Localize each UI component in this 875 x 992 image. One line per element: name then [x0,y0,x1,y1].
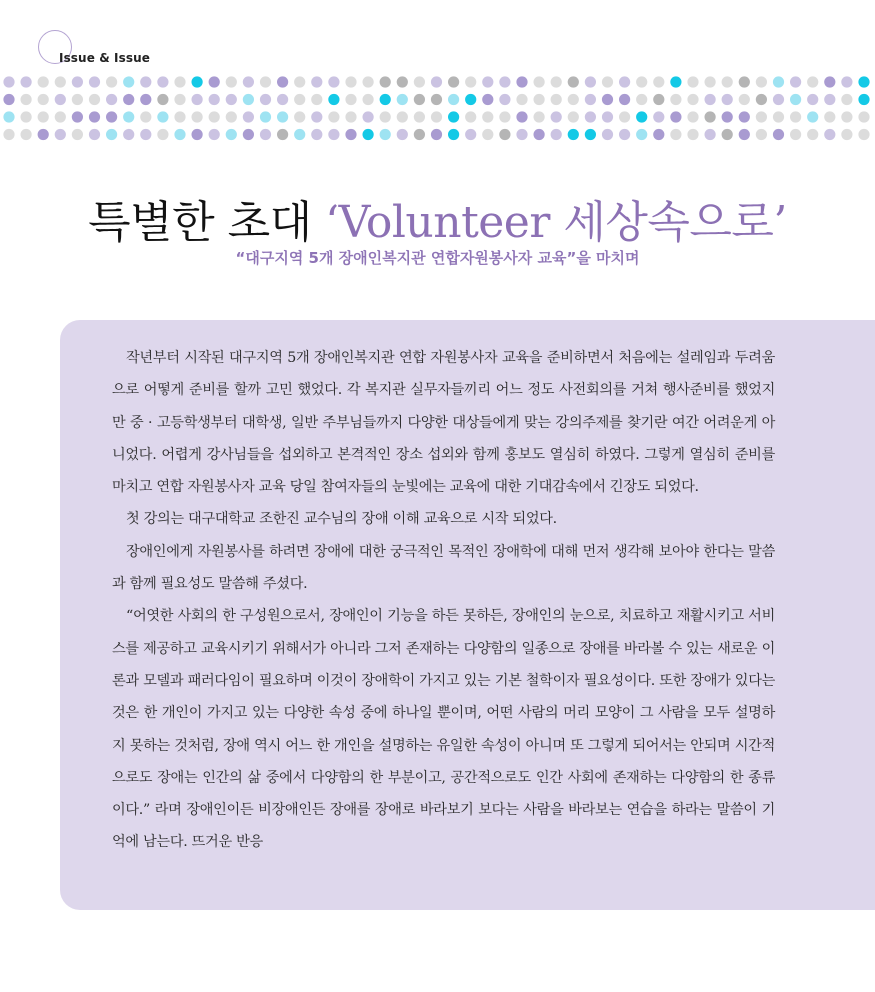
decorative-dot [311,129,322,140]
decorative-dot [55,129,66,140]
decorative-dot [824,94,835,105]
decorative-dot [773,76,784,87]
decorative-dot [311,111,322,122]
decorative-dot [739,76,750,87]
decorative-dot [705,76,716,87]
decorative-dot [653,111,664,122]
paragraph: 첫 강의는 대구대학교 조한진 교수님의 장애 이해 교육으로 시작 되었다. [126,511,557,528]
decorative-dot [585,94,596,105]
decorative-dot [414,129,425,140]
decorative-dot [123,94,134,105]
decorative-dot [790,94,801,105]
decorative-dot [380,111,391,122]
decorative-dot [38,76,49,87]
article-title [0,186,875,250]
decorative-dot [482,129,493,140]
decorative-dot [192,129,203,140]
decorative-dot [294,76,305,87]
decorative-dot [431,76,442,87]
decorative-dot [499,76,510,87]
decorative-dot [345,76,356,87]
decorative-dot [72,94,83,105]
paragraph: 작년부터 시작된 대구지역 5개 장애인복지관 연합 자원봉사자 교육을 준비하면서 처음에는 설레임과 두려움으로 어떻게 준비를 할까 고민 했었다. 각 복지관 실무자들끼리 어느 정도 사전회의를 거쳐 행사준비를 했었지만 중 · 고등학생부터 대학생, 일반 주부님들까지 다양한 대상들에게 맞는 강의주제를 찾기란 여간 어려운게 아니었다. 어렵게 강사님들을 섭외하고 본격적인 장소 섭외와 함께 홍보도 열심히 하였다. 그렇게 열심히 준비를 마치고 연합 자원봉사자 교육 당일 참여자들의 눈빛에는 교육에 대한 기대감속에서 긴장도 되었다. [112,350,775,496]
decorative-dot [414,94,425,105]
decorative-dot [260,94,271,105]
decorative-dot [568,129,579,140]
decorative-dot [687,94,698,105]
decorative-dot [790,76,801,87]
decorative-dot [397,129,408,140]
decorative-dot [722,129,733,140]
decorative-dot [448,94,459,105]
decorative-dot [516,94,527,105]
decorative-dot [55,76,66,87]
decorative-dot [328,129,339,140]
decorative-dot [380,129,391,140]
decorative-dot [72,76,83,87]
title-main: 특별한 초대 [88,197,312,248]
decorative-dot [687,129,698,140]
decorative-dot [3,111,14,122]
decorative-dot [106,129,117,140]
decorative-dot [465,129,476,140]
decorative-dot [431,129,442,140]
decorative-dot [260,129,271,140]
decorative-dot [670,76,681,87]
decorative-dot [465,111,476,122]
decorative-dot [21,94,32,105]
decorative-dot [516,111,527,122]
decorative-dot [619,94,630,105]
decorative-dot [260,111,271,122]
section-tag-label: Issue & Issue [59,51,150,65]
decorative-dot [619,111,630,122]
decorative-dot [739,94,750,105]
decorative-dot [294,129,305,140]
decorative-dot [653,76,664,87]
decorative-dot [311,94,322,105]
decorative-dot [157,76,168,87]
decorative-dot [226,129,237,140]
decorative-dot [397,111,408,122]
decorative-dot [38,94,49,105]
decorative-dot [55,111,66,122]
decorative-dot [773,94,784,105]
article-subtitle: “대구지역 5개 장애인복지관 연합자원봉사자 교육”을 마치며 [235,249,640,267]
decorative-dot [824,111,835,122]
decorative-dot [551,129,562,140]
decorative-dot [260,76,271,87]
decorative-dot [55,94,66,105]
decorative-dot [619,129,630,140]
decorative-dot [140,76,151,87]
decorative-dot [38,129,49,140]
decorative-dot [226,111,237,122]
decorative-dot [516,129,527,140]
decorative-dot [551,94,562,105]
decorative-dot [277,129,288,140]
decorative-dot [380,94,391,105]
decorative-dot [499,111,510,122]
decorative-dot [226,76,237,87]
decorative-dot [534,129,545,140]
decorative-dot [465,94,476,105]
decorative-dot [482,76,493,87]
decorative-dot [602,94,613,105]
decorative-dot [568,94,579,105]
decorative-dot [192,94,203,105]
decorative-dot [431,111,442,122]
decorative-dot [773,129,784,140]
decorative-dot [841,129,852,140]
decorative-dot [21,76,32,87]
decorative-dot [157,129,168,140]
decorative-dot [277,111,288,122]
decorative-dot [414,111,425,122]
decorative-dot [106,94,117,105]
decorative-dot [756,129,767,140]
decorative-dot [209,111,220,122]
decorative-dot [345,111,356,122]
paragraph: “어엿한 사회의 한 구성원으로서, 장애인이 기능을 하든 못하든, 장애인의 눈으로, 치료하고 재활시키고 서비스를 제공하고 교육시키기 위해서가 아니라 그저 존재하는 다양함의 일종으로 장애를 바라볼 수 있는 새로운 이론과 모델과 패러다임이 필요하며 이것이 장애학이 가지고 있는 기본 철학이자 필요성이다. 또한 장애가 있다는 것은 한 개인이 가지고 있는 다양한 속성 중에 하나일 뿐이며, 어떤 사람의 머리 모양이 그 사람을 모두 설명하지 못하는 것처럼, 장애 역시 어느 한 개인을 설명하는 유일한 속성이 아니며 또 그렇게 되어서는 안되며 시간적으로도 장애는 인간의 삶 중에서 다양함의 한 부분이고, 공간적으로도 인간 사회에 존재하는 다양함의 한 종류이다.” 라며 장애인이든 비장애인든 장애를 장애로 바라보기 보다는 사람을 바라보는 연습을 하라는 말씀이 기억에 남는다. 뜨거운 반응 [112,608,776,851]
decorative-dot [294,111,305,122]
decorative-dot [722,94,733,105]
decorative-dot [209,129,220,140]
decorative-dot [602,129,613,140]
decorative-dot [397,94,408,105]
decorative-dot [89,76,100,87]
decorative-dot [705,111,716,122]
decorative-dot [363,94,374,105]
decorative-dot [568,111,579,122]
decorative-dot [192,76,203,87]
decorative-dot [397,76,408,87]
decorative-dot [140,129,151,140]
decorative-dot [174,111,185,122]
decorative-dot [21,111,32,122]
decorative-dot [705,94,716,105]
decorative-dot [140,111,151,122]
decorative-dot [174,129,185,140]
decorative-dot [106,111,117,122]
decorative-dot [516,76,527,87]
decorative-dot [123,76,134,87]
decorative-dot [21,129,32,140]
decorative-dot [123,111,134,122]
decorative-dot [363,129,374,140]
section-tag [38,30,158,70]
decorative-dot [3,94,14,105]
decorative-dot [807,94,818,105]
decorative-dot [363,111,374,122]
decorative-dot [174,94,185,105]
decorative-dot [636,129,647,140]
decorative-dot [174,76,185,87]
decorative-dot [670,129,681,140]
decorative-dot [243,111,254,122]
decorative-dot [277,76,288,87]
decorative-dot [602,76,613,87]
decorative-dot [157,94,168,105]
decorative-dot [756,76,767,87]
decorative-dot [89,111,100,122]
decorative-dot [790,111,801,122]
decorative-dot [756,111,767,122]
article-body [112,342,775,859]
decorative-dot [705,129,716,140]
decorative-dot [602,111,613,122]
decorative-dot [824,76,835,87]
decorative-dot [482,94,493,105]
decorative-dot [499,94,510,105]
decorative-dot [448,76,459,87]
decorative-dot [140,94,151,105]
decorative-dot [38,111,49,122]
decorative-dot [431,94,442,105]
decorative-dot [157,111,168,122]
decorative-dot [687,76,698,87]
decorative-dot [209,76,220,87]
decorative-dot [123,129,134,140]
decorative-dot [465,76,476,87]
decorative-dot [294,94,305,105]
decorative-dot [380,76,391,87]
decorative-dot [858,76,869,87]
decorative-dot [841,111,852,122]
decorative-dot [226,94,237,105]
decorative-dot [72,111,83,122]
decorative-dot [89,94,100,105]
decorative-dot [345,94,356,105]
decorative-dot-band [0,75,875,145]
decorative-dot [243,94,254,105]
decorative-dot [209,94,220,105]
decorative-dot [585,111,596,122]
decorative-dot [106,76,117,87]
decorative-dot [243,76,254,87]
decorative-dot [670,94,681,105]
decorative-dot [841,94,852,105]
decorative-dot [448,111,459,122]
decorative-dot [841,76,852,87]
decorative-dot [636,94,647,105]
decorative-dot [3,76,14,87]
decorative-dot [534,76,545,87]
decorative-dot [858,94,869,105]
decorative-dot [824,129,835,140]
decorative-dot [807,76,818,87]
decorative-dot [687,111,698,122]
decorative-dot [585,76,596,87]
decorative-dot [192,111,203,122]
decorative-dot [619,76,630,87]
decorative-dot [243,129,254,140]
decorative-dot [328,111,339,122]
decorative-dot [739,129,750,140]
decorative-dot [585,129,596,140]
decorative-dot [858,129,869,140]
decorative-dot [414,76,425,87]
decorative-dot [345,129,356,140]
decorative-dot [722,76,733,87]
title-accent: ‘Volunteer 세상속으로’ [325,197,787,248]
decorative-dot [3,129,14,140]
decorative-dot [482,111,493,122]
decorative-dot [89,129,100,140]
decorative-dot [636,76,647,87]
decorative-dot [773,111,784,122]
decorative-dot [739,111,750,122]
decorative-dot [328,94,339,105]
decorative-dot [277,94,288,105]
decorative-dot [722,111,733,122]
decorative-dot [858,111,869,122]
decorative-dot [636,111,647,122]
decorative-dot [551,111,562,122]
decorative-dot [568,76,579,87]
decorative-dot [534,111,545,122]
decorative-dot [807,129,818,140]
decorative-dot [499,129,510,140]
paragraph: 장애인에게 자원봉사를 하려면 장애에 대한 궁극적인 목적인 장애학에 대해 먼저 생각해 보아야 한다는 말씀과 함께 필요성도 말씀해 주셨다. [112,543,775,593]
decorative-dot [72,129,83,140]
decorative-dot [756,94,767,105]
decorative-dot [807,111,818,122]
decorative-dot [311,76,322,87]
decorative-dot [790,129,801,140]
decorative-dot [448,129,459,140]
decorative-dot [653,129,664,140]
decorative-dot [670,111,681,122]
decorative-dot [328,76,339,87]
decorative-dot [653,94,664,105]
decorative-dot [551,76,562,87]
decorative-dot [363,76,374,87]
decorative-dot [534,94,545,105]
